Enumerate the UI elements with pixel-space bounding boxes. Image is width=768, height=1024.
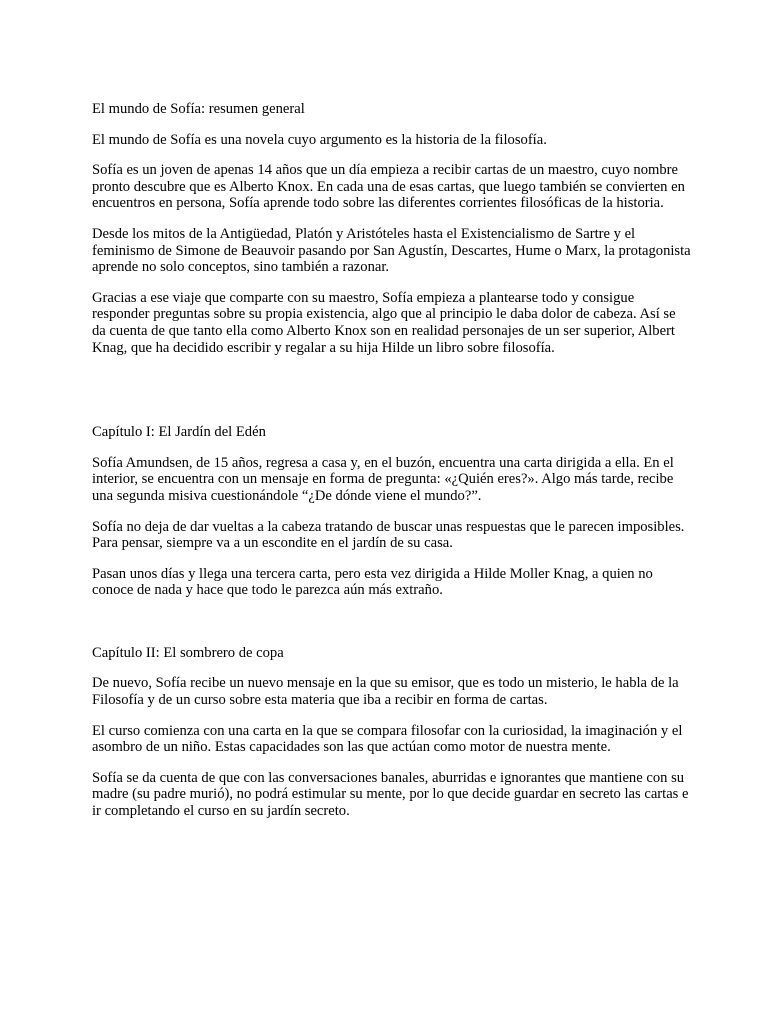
intro-section: [92, 101, 692, 356]
paragraph: De nuevo, Sofía recibe un nuevo mensaje en la que su emisor, que es todo un misterio, le habla de la Filosofía y de un curso sobre esta materia que iba a recibir en forma de cartas.: [92, 675, 679, 709]
paragraph: Sofía no deja de dar vueltas a la cabeza tratando de buscar unas respuestas que le parecen imposibles. Para pensar, siempre va a un escondite en el jardín de su casa.: [92, 518, 685, 552]
paragraph: El curso comienza con una carta en la que se compara filosofar con la curiosidad, la imaginación y el asombro de un niño. Estas capacidades son las que actúan como motor de nuestra mente.: [92, 722, 683, 756]
section-title-chapter-1: Capítulo I: El Jardín del Edén: [92, 424, 266, 441]
paragraph: Sofía es un joven de apenas 14 años que un día empieza a recibir cartas de un maestro, cuyo nombre pronto descubre que es Alberto Knox. En cada una de esas cartas, que luego también se convierten en encuentros en persona, Sofía aprende todo sobre las diferentes corrientes filosóficas de la historia.: [92, 162, 685, 212]
section-spacer: [92, 370, 692, 424]
paragraph: Desde los mitos de la Antigüedad, Platón y Aristóteles hasta el Existencialismo de Sartre y el feminismo de Simone de Beauvoir pasando por San Agustín, Descartes, Hume o Marx, la protagonista aprende no solo conceptos, sino también a razonar.: [92, 225, 691, 276]
document-page: [92, 101, 692, 834]
chapter-2-section: [92, 645, 692, 820]
chapter-1-section: [92, 424, 692, 599]
paragraph: El mundo de Sofía es una novela cuyo argumento es la historia de la filosofía.: [92, 131, 547, 148]
paragraph: Pasan unos días y llega una tercera carta, pero esta vez dirigida a Hilde Moller Knag, a quien no conoce de nada y hace que todo le parezca aún más extraño.: [92, 565, 653, 599]
section-spacer: [92, 613, 692, 645]
paragraph: Sofía Amundsen, de 15 años, regresa a casa y, en el buzón, encuentra una carta dirigida a ella. En el interior, se encuentra con un mensaje en forma de pregunta: «¿Quién eres?». Algo más tarde, recibe una segunda misiva cuestionándole “¿De dónde viene el mundo?”.: [92, 454, 674, 504]
section-title-intro: El mundo de Sofía: resumen general: [92, 101, 305, 117]
section-title-chapter-2: Capítulo II: El sombrero de copa: [92, 644, 284, 661]
paragraph: Gracias a ese viaje que comparte con su maestro, Sofía empieza a plantearse todo y consigue responder preguntas sobre su propia existencia, algo que al principio le daba dolor de cabeza. Así se da cuenta de que tanto ella como Alberto Knox son en realidad personajes de un ser superior, Albert Knag, que ha decidido escribir y regalar a su hija Hilde un libro sobre filosofía.: [92, 289, 676, 356]
paragraph: Sofía se da cuenta de que con las conversaciones banales, aburridas e ignorantes que mantiene con su madre (su padre murió), no podrá estimular su mente, por lo que decide guardar en secreto las cartas e ir completando el curso en su jardín secreto.: [92, 769, 689, 820]
